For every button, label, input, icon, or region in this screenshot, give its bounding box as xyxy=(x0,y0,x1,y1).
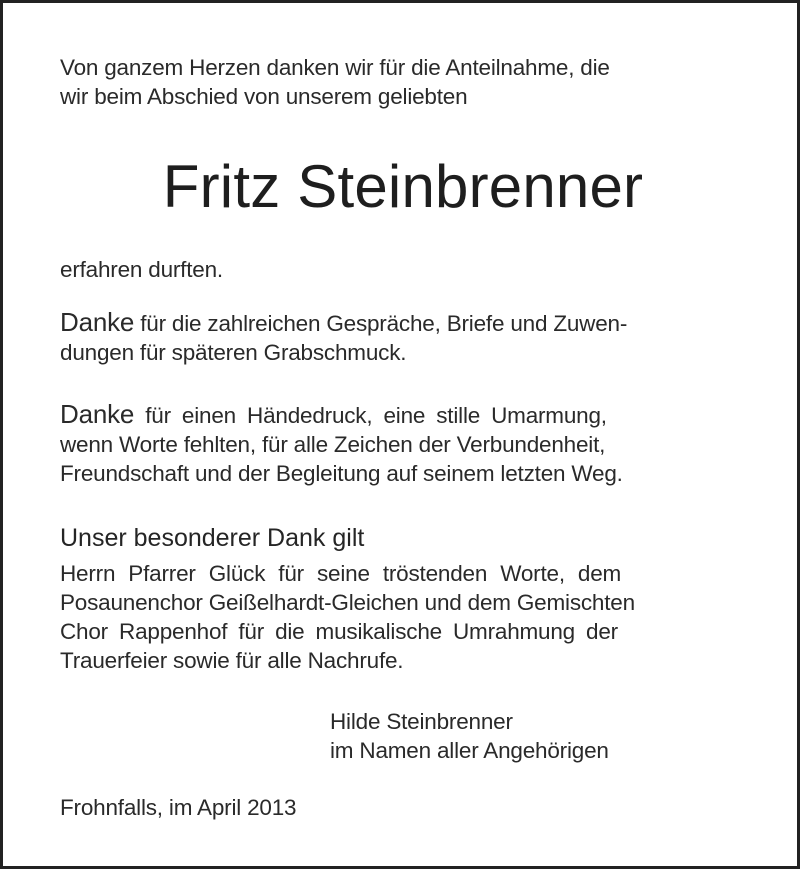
intro-text xyxy=(60,53,748,111)
place-date xyxy=(60,793,748,822)
danke-lead-word: Danke xyxy=(60,399,135,429)
paragraph-line: Herrn Pfarrer Glück für seine tröstenden Worte, dem xyxy=(60,561,622,586)
paragraph-line: dungen für späteren Grabschmuck. xyxy=(60,340,407,365)
thanks-paragraph-1 xyxy=(60,308,748,367)
special-thanks-heading: Unser besonderer Dank gilt xyxy=(60,524,365,552)
signature-block xyxy=(330,707,609,765)
after-name-line: erfahren durften. xyxy=(60,257,223,282)
paragraph-line xyxy=(60,308,748,338)
paragraph-line: Trauerfeier sowie für alle Nachrufe. xyxy=(60,648,404,673)
deceased-name: Fritz Steinbrenner xyxy=(162,153,644,220)
danke-lead-word: Danke xyxy=(60,307,135,337)
signature-name: Hilde Steinbrenner xyxy=(330,709,513,734)
paragraph-line xyxy=(60,400,748,430)
place-date-text: Frohnfalls, im April 2013 xyxy=(60,795,297,820)
paragraph-text: für die zahlreichen Gespräche, Briefe und Zuwen- xyxy=(134,311,628,336)
signature-subtitle: im Namen aller Angehörigen xyxy=(330,738,609,763)
paragraph-text: für einen Händedruck, eine stille Umarmung, xyxy=(134,403,607,428)
intro-line: Von ganzem Herzen danken wir für die Anteilnahme, die xyxy=(60,55,610,80)
thanks-paragraph-2 xyxy=(60,400,748,488)
paragraph-line: Posaunenchor Geißelhardt-Gleichen und dem Gemischten xyxy=(60,590,635,615)
after-name-text xyxy=(60,255,748,284)
paragraph-line: Freundschaft und der Begleitung auf seinem letzten Weg. xyxy=(60,461,623,486)
intro-line: wir beim Abschied von unserem geliebten xyxy=(60,84,468,109)
paragraph-line: Chor Rappenhof für die musikalische Umrahmung der xyxy=(60,619,618,644)
paragraph-line: wenn Worte fehlten, für alle Zeichen der Verbundenheit, xyxy=(60,432,606,457)
special-thanks-text xyxy=(60,559,748,675)
